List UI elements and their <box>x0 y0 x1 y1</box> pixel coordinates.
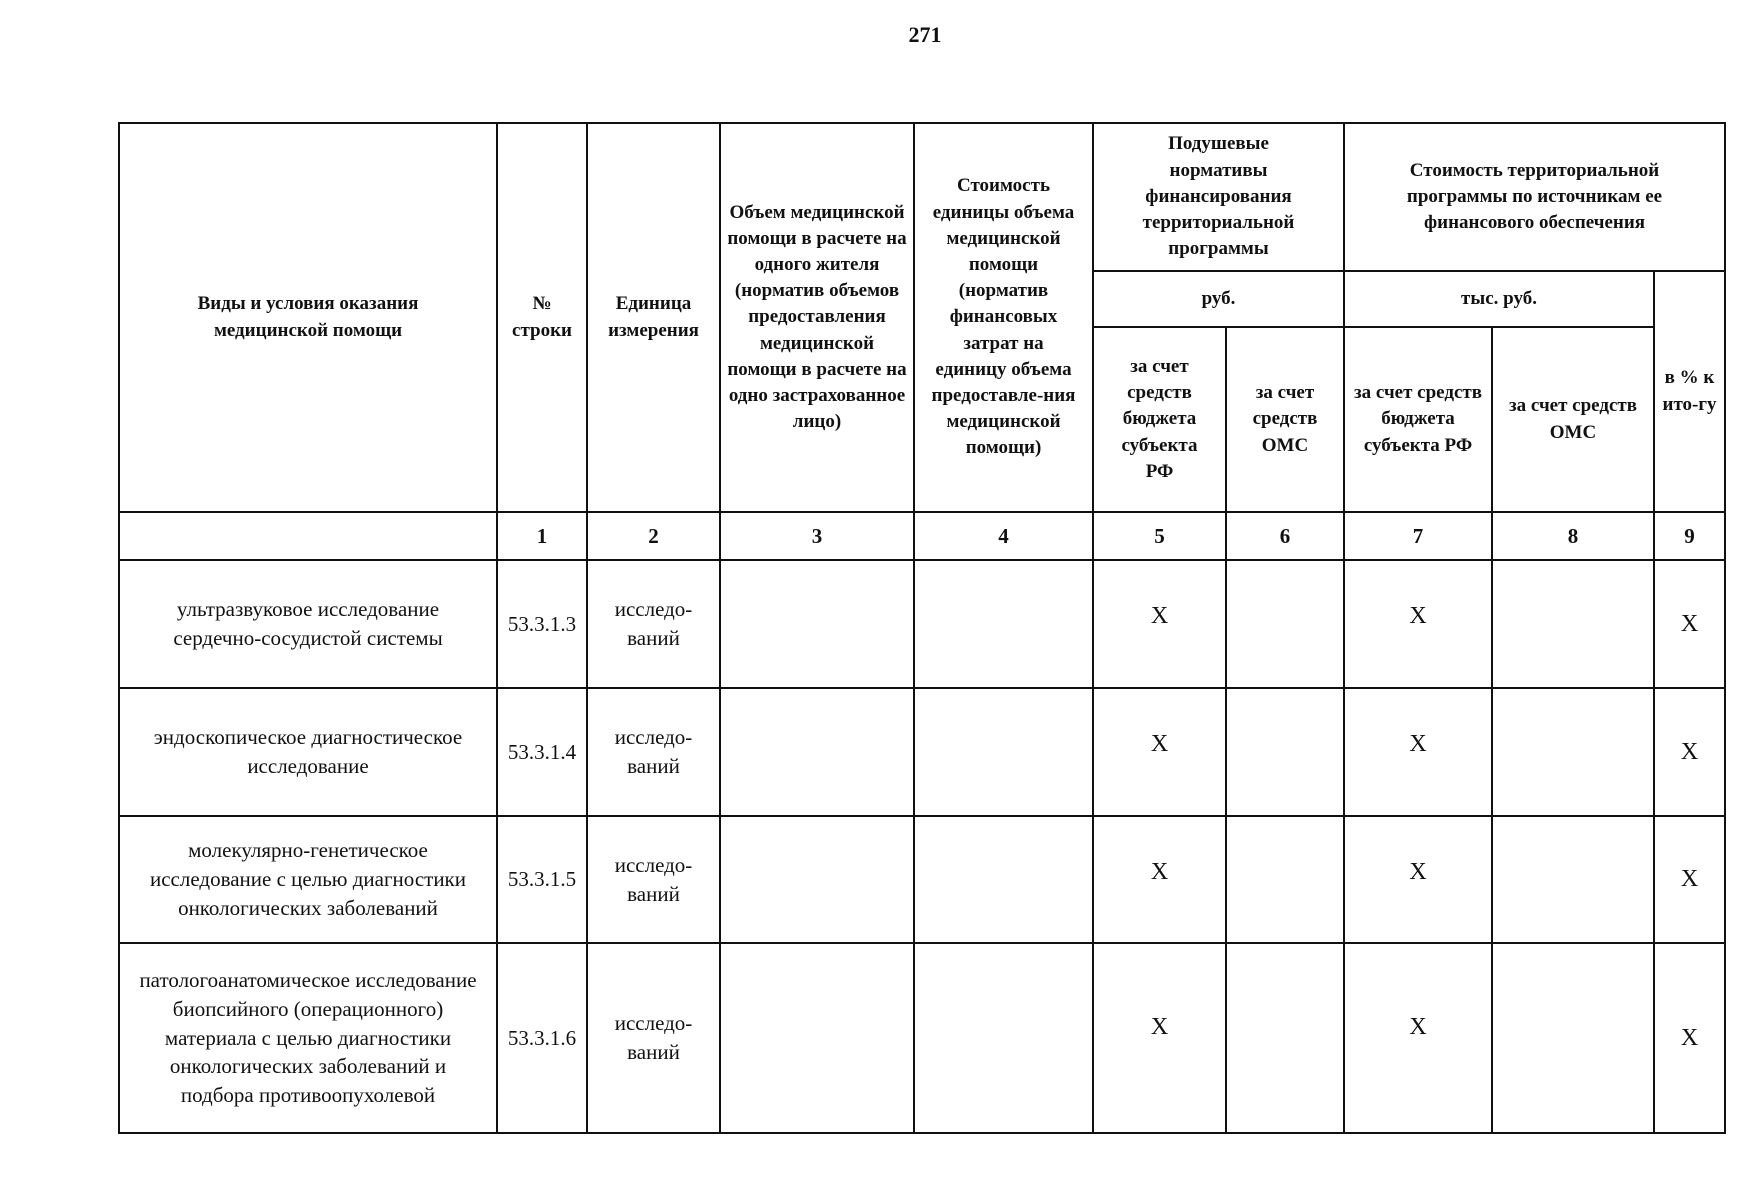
header-thousand-rub: тыс. руб. <box>1344 271 1654 327</box>
row-col9: X <box>1654 560 1725 688</box>
row-unit: исследо-ваний <box>587 816 720 943</box>
row-col6 <box>1226 943 1344 1133</box>
column-number: 2 <box>587 512 720 560</box>
row-col7: X <box>1344 688 1492 816</box>
table-row <box>119 560 1725 688</box>
row-col6 <box>1226 560 1344 688</box>
page-number: 271 <box>908 22 942 47</box>
medical-care-table <box>118 122 1726 1134</box>
header-per-capita: Подушевые нормативы финансирования территориальной программы <box>1093 123 1344 271</box>
column-numbers-row <box>119 512 1725 560</box>
row-col5: X <box>1093 816 1226 943</box>
header-unit: Единица измерения <box>587 123 720 512</box>
row-number: 53.3.1.5 <box>497 816 587 943</box>
row-col8 <box>1492 688 1654 816</box>
header-program-cost: Стоимость территориальной программы по источникам ее финансового обеспечения <box>1344 123 1725 271</box>
header-oms-thousand: за счет средств ОМС <box>1492 327 1654 512</box>
row-unit: исследо-ваний <box>587 943 720 1133</box>
row-kind: эндоскопическое диагностическое исследование <box>119 688 497 816</box>
column-number: 3 <box>720 512 914 560</box>
row-volume <box>720 816 914 943</box>
row-col8 <box>1492 943 1654 1133</box>
row-col6 <box>1226 688 1344 816</box>
header-budget-subject: за счет средств бюджета субъекта РФ <box>1093 327 1226 512</box>
row-kind: ультразвуковое исследование сердечно-сосудистой системы <box>119 560 497 688</box>
column-number: 1 <box>497 512 587 560</box>
table-row <box>119 943 1725 1133</box>
column-number: 4 <box>914 512 1093 560</box>
row-cost <box>914 560 1093 688</box>
column-number: 6 <box>1226 512 1344 560</box>
column-number: 5 <box>1093 512 1226 560</box>
header-cost: Стоимость единицы объема медицинской помощи (норматив финансовых затрат на единицу объема предоставле-ния медицинской помощи) <box>914 123 1093 512</box>
row-col8 <box>1492 816 1654 943</box>
row-volume <box>720 943 914 1133</box>
row-volume <box>720 688 914 816</box>
row-number: 53.3.1.4 <box>497 688 587 816</box>
row-kind: патологоанатомическое исследование биопсийного (операционного) материала с целью диагностики онкологических заболеваний и подбора противоопухолевой <box>119 943 497 1133</box>
row-col7: X <box>1344 816 1492 943</box>
row-col7: X <box>1344 560 1492 688</box>
header-percent: в % к ито-гу <box>1654 271 1725 512</box>
row-col7: X <box>1344 943 1492 1133</box>
row-col9: X <box>1654 688 1725 816</box>
row-col5: X <box>1093 560 1226 688</box>
header-oms: за счет средств ОМС <box>1226 327 1344 512</box>
row-cost <box>914 688 1093 816</box>
row-unit: исследо-ваний <box>587 688 720 816</box>
column-number: 9 <box>1654 512 1725 560</box>
row-col5: X <box>1093 943 1226 1133</box>
column-number: 7 <box>1344 512 1492 560</box>
row-number: 53.3.1.6 <box>497 943 587 1133</box>
row-col9: X <box>1654 816 1725 943</box>
header-row-no: № строки <box>497 123 587 512</box>
row-kind: молекулярно-генетическое исследование с целью диагностики онкологических заболеваний <box>119 816 497 943</box>
header-kind: Виды и условия оказания медицинской помощи <box>119 123 497 512</box>
column-number-empty <box>119 512 497 560</box>
row-col5: X <box>1093 688 1226 816</box>
table-row <box>119 816 1725 943</box>
row-cost <box>914 943 1093 1133</box>
header-volume: Объем медицинской помощи в расчете на одного жителя (норматив объемов предоставления медицинской помощи в расчете на одно застрахованное лицо) <box>720 123 914 512</box>
row-unit: исследо-ваний <box>587 560 720 688</box>
table-row <box>119 688 1725 816</box>
header-rub: руб. <box>1093 271 1344 327</box>
row-cost <box>914 816 1093 943</box>
header-budget-subject-rf: за счет средств бюджета субъекта РФ <box>1344 327 1492 512</box>
row-col6 <box>1226 816 1344 943</box>
row-col8 <box>1492 560 1654 688</box>
row-volume <box>720 560 914 688</box>
column-number: 8 <box>1492 512 1654 560</box>
row-number: 53.3.1.3 <box>497 560 587 688</box>
row-col9: X <box>1654 943 1725 1133</box>
